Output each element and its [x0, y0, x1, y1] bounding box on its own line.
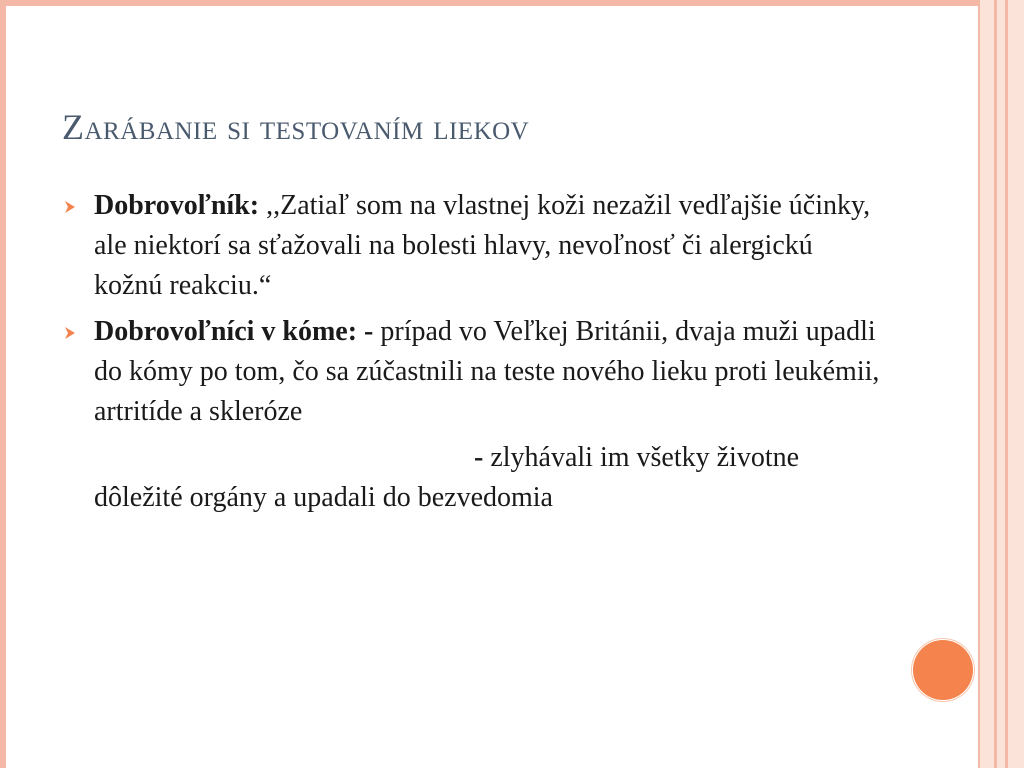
arrow-bullet-icon	[64, 326, 76, 340]
decorative-circle	[913, 640, 973, 700]
bullet-item	[62, 312, 882, 432]
slide-border-left	[0, 0, 6, 768]
bullet-text: ,,Zatiaľ som na vlastnej koži nezažil vedľajšie účinky, ale niektorí sa sťažovali na bolesti hlavy, nevoľnosť či alergickú kožnú reakciu.“	[94, 190, 871, 301]
bullet-heading: Dobrovoľníci v kóme: -	[94, 316, 374, 347]
continuation-dash: -	[474, 442, 484, 473]
bullet-item	[62, 186, 882, 306]
continuation-text: zlyhávali im všetky životne dôležité orgány a upadali do bezvedomia	[94, 442, 800, 513]
bullet-continuation	[62, 438, 882, 518]
slide-border-top	[0, 0, 980, 6]
arrow-bullet-icon	[64, 200, 76, 214]
slide-title: Zarábanie si testovaním liekov	[62, 107, 530, 147]
slide-content	[62, 186, 882, 518]
bullet-text: prípad vo Veľkej Británii, dvaja muži upadli do kómy po tom, čo sa zúčastnili na teste nového lieku proti leukémii, artritíde a skleróze	[94, 316, 880, 427]
decorative-stripes	[978, 0, 1024, 768]
bullet-heading: Dobrovoľník:	[94, 190, 260, 221]
